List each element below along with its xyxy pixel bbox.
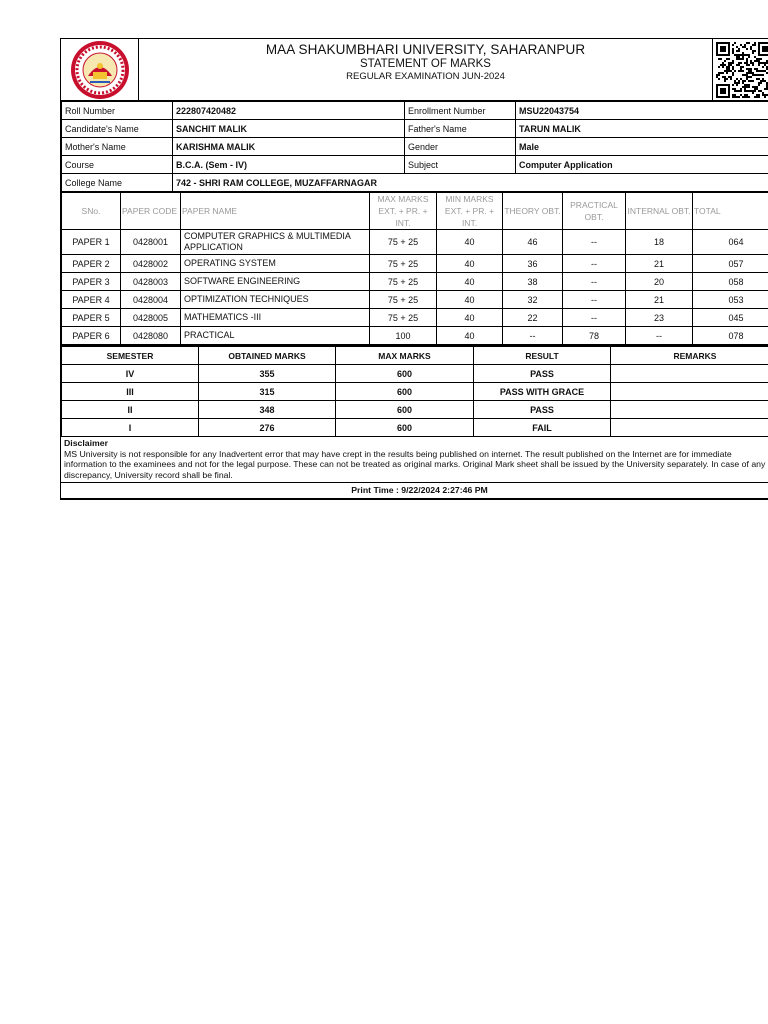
- info-row: [62, 102, 768, 120]
- result-value: FAIL: [474, 419, 611, 437]
- college-label: College Name: [62, 174, 173, 192]
- print-time: Print Time : 9/22/2024 2:27:46 PM: [61, 483, 768, 500]
- course-label: Course: [62, 156, 173, 174]
- summary-header-row: [62, 346, 768, 365]
- semester-value: III: [62, 383, 199, 401]
- remarks-value: [611, 365, 768, 383]
- paper-practical: --: [563, 309, 626, 327]
- table-row: [62, 365, 768, 383]
- table-row: [62, 291, 768, 309]
- paper-code: 0428003: [121, 273, 181, 291]
- col-max-marks: MAX MARKS EXT. + PR. + INT.: [370, 193, 437, 230]
- paper-max: 75 + 25: [370, 273, 437, 291]
- paper-theory: 36: [503, 255, 563, 273]
- paper-internal: --: [626, 327, 693, 345]
- paper-sno: PAPER 6: [62, 327, 121, 345]
- col-summary-max: MAX MARKS: [336, 346, 474, 365]
- col-paper-code: PAPER CODE: [121, 193, 181, 230]
- table-row: [62, 309, 768, 327]
- paper-name: SOFTWARE ENGINEERING: [181, 273, 370, 291]
- info-row: [62, 174, 768, 192]
- semester-value: I: [62, 419, 199, 437]
- max-value: 600: [336, 365, 474, 383]
- paper-min: 40: [437, 273, 503, 291]
- paper-internal: 20: [626, 273, 693, 291]
- paper-min: 40: [437, 291, 503, 309]
- disclaimer-text: MS University is not responsible for any Inadvertent error that may have crept in the results being published on internet. The result published on the Internet are for immediate information to the examinees and not for the legal purpose. These can not be treated as original marks. Original Mark sheet shall be issued by the University separately. In case of any discrepancy, University record shall be final.: [64, 448, 766, 480]
- roll-label: Roll Number: [62, 102, 173, 120]
- mother-label: Mother's Name: [62, 138, 173, 156]
- col-semester: SEMESTER: [62, 346, 199, 365]
- col-internal: INTERNAL OBT.: [626, 193, 693, 230]
- paper-theory: 46: [503, 230, 563, 255]
- marksheet: [60, 38, 768, 500]
- max-value: 600: [336, 383, 474, 401]
- paper-total: 058: [693, 273, 768, 291]
- statement-title: STATEMENT OF MARKS: [360, 58, 491, 70]
- col-practical: PRACTICAL OBT.: [563, 193, 626, 230]
- max-value: 600: [336, 419, 474, 437]
- subject-value: Computer Application: [516, 156, 768, 174]
- table-row: [62, 255, 768, 273]
- remarks-value: [611, 383, 768, 401]
- candidate-label: Candidate's Name: [62, 120, 173, 138]
- paper-code: 0428004: [121, 291, 181, 309]
- father-value: TARUN MALIK: [516, 120, 768, 138]
- roll-value: 222807420482: [173, 102, 405, 120]
- paper-sno: PAPER 4: [62, 291, 121, 309]
- paper-total: 057: [693, 255, 768, 273]
- semester-value: II: [62, 401, 199, 419]
- col-theory: THEORY OBT.: [503, 193, 563, 230]
- paper-min: 40: [437, 327, 503, 345]
- col-total: TOTAL: [693, 193, 768, 230]
- table-row: [62, 230, 768, 255]
- father-label: Father's Name: [405, 120, 516, 138]
- paper-min: 40: [437, 230, 503, 255]
- paper-total: 053: [693, 291, 768, 309]
- paper-max: 75 + 25: [370, 309, 437, 327]
- paper-total: 045: [693, 309, 768, 327]
- course-value: B.C.A. (Sem - IV): [173, 156, 405, 174]
- paper-max: 75 + 25: [370, 255, 437, 273]
- paper-total: 078: [693, 327, 768, 345]
- col-obtained-marks: OBTAINED MARKS: [199, 346, 336, 365]
- paper-max: 75 + 25: [370, 291, 437, 309]
- paper-theory: --: [503, 327, 563, 345]
- col-remarks: REMARKS: [611, 346, 768, 365]
- obtained-value: 276: [199, 419, 336, 437]
- enroll-label: Enrollment Number: [405, 102, 516, 120]
- paper-theory: 38: [503, 273, 563, 291]
- paper-code: 0428080: [121, 327, 181, 345]
- table-row: [62, 327, 768, 345]
- college-value: 742 - SHRI RAM COLLEGE, MUZAFFARNAGAR: [173, 174, 768, 192]
- paper-theory: 22: [503, 309, 563, 327]
- max-value: 600: [336, 401, 474, 419]
- remarks-value: [611, 419, 768, 437]
- university-seal-icon: [70, 40, 130, 100]
- semester-value: IV: [62, 365, 199, 383]
- disclaimer-block: [61, 437, 768, 483]
- paper-internal: 21: [626, 291, 693, 309]
- marksheet-header: [61, 39, 768, 101]
- marks-header-row: [62, 193, 768, 230]
- remarks-value: [611, 401, 768, 419]
- paper-max: 100: [370, 327, 437, 345]
- result-value: PASS WITH GRACE: [474, 383, 611, 401]
- paper-code: 0428001: [121, 230, 181, 255]
- paper-name: COMPUTER GRAPHICS & MULTIMEDIA APPLICATION: [181, 230, 370, 255]
- paper-max: 75 + 25: [370, 230, 437, 255]
- paper-sno: PAPER 3: [62, 273, 121, 291]
- paper-practical: --: [563, 273, 626, 291]
- paper-internal: 18: [626, 230, 693, 255]
- paper-code: 0428002: [121, 255, 181, 273]
- col-paper-name: PAPER NAME: [181, 193, 370, 230]
- candidate-value: SANCHIT MALIK: [173, 120, 405, 138]
- paper-sno: PAPER 5: [62, 309, 121, 327]
- info-row: [62, 156, 768, 174]
- table-row: [62, 383, 768, 401]
- semester-summary-table: [61, 345, 768, 437]
- gender-value: Male: [516, 138, 768, 156]
- paper-min: 40: [437, 309, 503, 327]
- university-name: MAA SHAKUMBHARI UNIVERSITY, SAHARANPUR: [265, 42, 586, 57]
- paper-practical: --: [563, 230, 626, 255]
- paper-practical: 78: [563, 327, 626, 345]
- paper-total: 064: [693, 230, 768, 255]
- info-row: [62, 138, 768, 156]
- paper-name: PRACTICAL: [181, 327, 370, 345]
- table-row: [62, 419, 768, 437]
- paper-sno: PAPER 1: [62, 230, 121, 255]
- disclaimer-title: Disclaimer: [64, 438, 108, 448]
- qr-code-icon: [716, 42, 768, 98]
- enroll-value: MSU22043754: [516, 102, 768, 120]
- col-result: RESULT: [474, 346, 611, 365]
- candidate-info-table: [61, 101, 768, 192]
- result-value: PASS: [474, 401, 611, 419]
- obtained-value: 315: [199, 383, 336, 401]
- table-row: [62, 401, 768, 419]
- paper-min: 40: [437, 255, 503, 273]
- info-row: [62, 120, 768, 138]
- result-value: PASS: [474, 365, 611, 383]
- exam-title: REGULAR EXAMINATION JUN-2024: [346, 71, 505, 82]
- paper-name: OPERATING SYSTEM: [181, 255, 370, 273]
- paper-name: OPTIMIZATION TECHNIQUES: [181, 291, 370, 309]
- col-sno: SNo.: [62, 193, 121, 230]
- paper-practical: --: [563, 255, 626, 273]
- header-title-block: [139, 39, 712, 100]
- logo-cell: [61, 39, 139, 100]
- col-min-marks: MIN MARKS EXT. + PR. + INT.: [437, 193, 503, 230]
- paper-theory: 32: [503, 291, 563, 309]
- gender-label: Gender: [405, 138, 516, 156]
- obtained-value: 355: [199, 365, 336, 383]
- paper-internal: 23: [626, 309, 693, 327]
- paper-practical: --: [563, 291, 626, 309]
- subject-label: Subject: [405, 156, 516, 174]
- table-row: [62, 273, 768, 291]
- qr-cell: [712, 39, 768, 100]
- marks-table: [61, 192, 768, 345]
- paper-sno: PAPER 2: [62, 255, 121, 273]
- paper-internal: 21: [626, 255, 693, 273]
- paper-code: 0428005: [121, 309, 181, 327]
- mother-value: KARISHMA MALIK: [173, 138, 405, 156]
- obtained-value: 348: [199, 401, 336, 419]
- paper-name: MATHEMATICS -III: [181, 309, 370, 327]
